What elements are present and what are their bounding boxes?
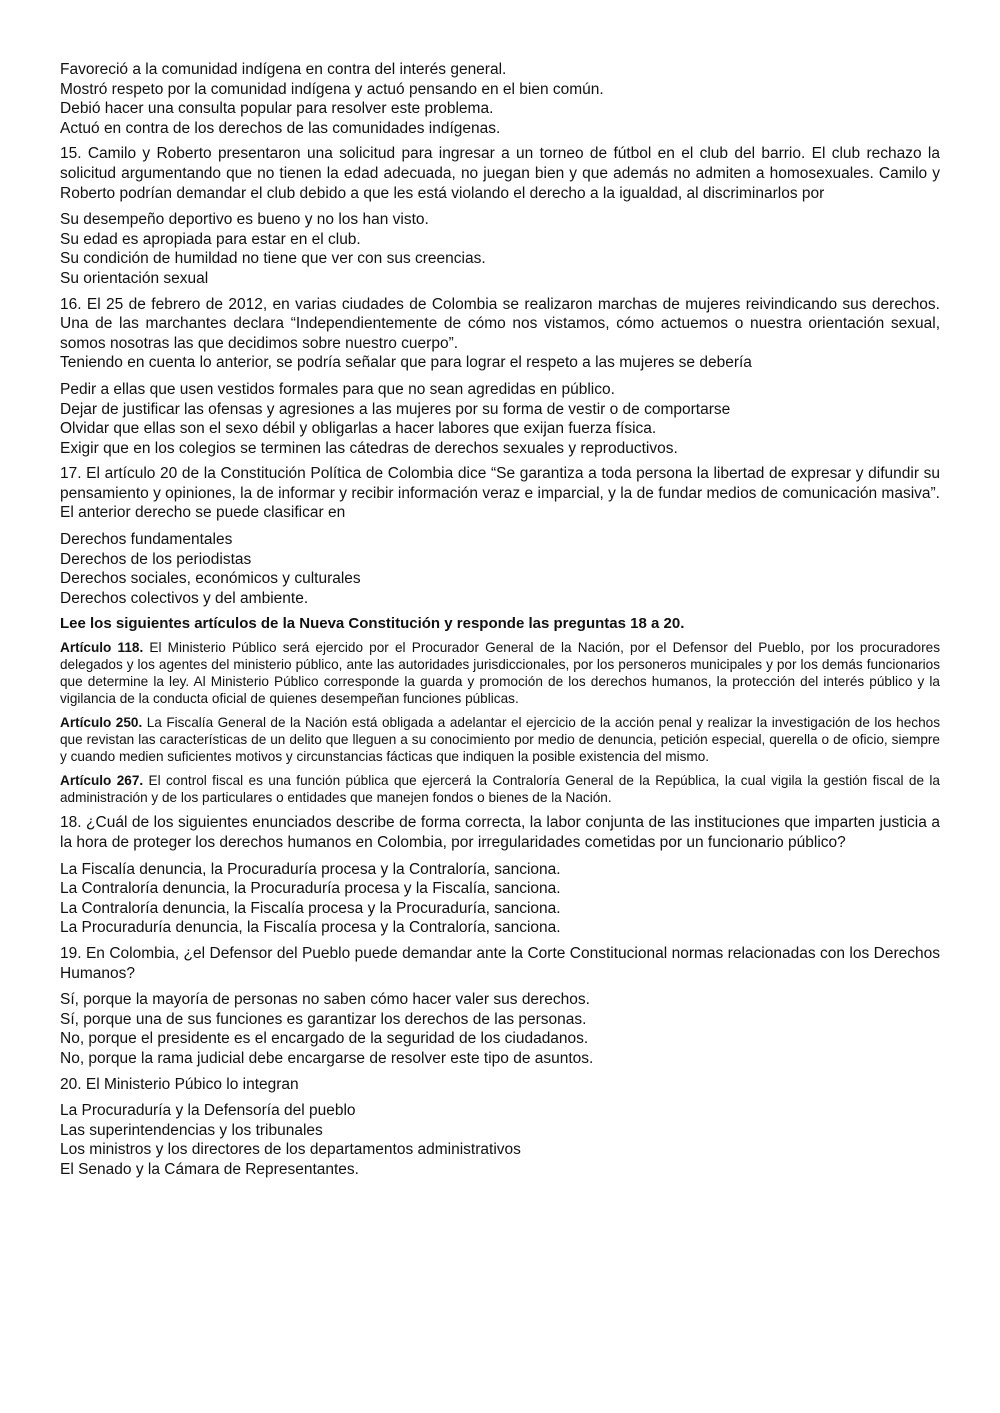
q17-option-c: Derechos sociales, económicos y culturales — [60, 570, 361, 588]
q17-question: 17. El artículo 20 de la Constitución Política de Colombia dice “Se garantiza a toda persona la libertad de expresar y difundir su pensamiento y opiniones, la de informar y recibir información veraz e imparcial, y la de fundar medios de comunicación masiva”. El anterior derecho se puede clasificar en — [60, 465, 940, 522]
article-267-label: Artículo 267. — [60, 773, 144, 789]
q14-option-b: Mostró respeto por la comunidad indígena y actuó pensando en el bien común. — [60, 80, 604, 98]
q20-question: 20. El Ministerio Púbico lo integran — [60, 1075, 299, 1093]
q20-option-a: La Procuraduría y la Defensoría del pueblo — [60, 1102, 356, 1120]
article-250 — [60, 714, 940, 765]
article-250-label: Artículo 250. — [60, 715, 143, 731]
q18-option-c: La Contraloría denuncia, la Fiscalía procesa y la Procuraduría, sanciona. — [60, 899, 561, 917]
article-118-text: El Ministerio Público será ejercido por el Procurador General de la Nación, por el Defensor del Pueblo, por los procuradores delegados y los agentes del ministerio público, ante las autoridades jurisdiccionales, por los personeros municipales y por los demás funcionarios que determine la ley. Al Ministerio Público corresponde la guarda y promoción de los derechos humanos, la protección del interés público y la vigilancia de la conducta oficial de quienes desempeñan funciones públicas. — [60, 640, 940, 707]
q15-option-a: Su desempeño deportivo es bueno y no los han visto. — [60, 211, 429, 229]
q14-option-c: Debió hacer una consulta popular para resolver este problema. — [60, 100, 494, 118]
q16-option-c: Olvidar que ellas son el sexo débil y obligarlas a hacer labores que exijan fuerza física. — [60, 420, 657, 438]
q17-option-a: Derechos fundamentales — [60, 531, 233, 549]
article-267-text: El control fiscal es una función pública que ejercerá la Contraloría General de la República, la cual vigila la gestión fiscal de la administración y de los particulares o entidades que manejen fondos o bienes de la Nación. — [60, 773, 940, 806]
q20-option-d: El Senado y la Cámara de Representantes. — [60, 1160, 359, 1178]
document-page — [60, 60, 940, 1186]
article-118-label: Artículo 118. — [60, 640, 144, 656]
q15-options — [60, 210, 940, 288]
q19-option-c: No, porque el presidente es el encargado de la seguridad de los ciudadanos. — [60, 1030, 589, 1048]
q17-options — [60, 530, 940, 608]
q18-option-d: La Procuraduría denuncia, la Fiscalía procesa y la Contraloría, sanciona. — [60, 919, 561, 937]
q16-question-prompt: Teniendo en cuenta lo anterior, se podría señalar que para lograr el respeto a las mujeres se debería — [60, 354, 752, 372]
q16-question — [60, 295, 940, 373]
q14-option-d: Actuó en contra de los derechos de las comunidades indígenas. — [60, 119, 501, 137]
q18-options — [60, 860, 940, 938]
q19-question: 19. En Colombia, ¿el Defensor del Pueblo puede demandar ante la Corte Constitucional normas relacionadas con los Derechos Humanos? — [60, 945, 940, 982]
q16-option-b: Dejar de justificar las ofensas y agresiones a las mujeres por su forma de vestir o de comportarse — [60, 400, 731, 418]
q16-question-text: 16. El 25 de febrero de 2012, en varias ciudades de Colombia se realizaron marchas de mujeres reivindicando sus derechos. Una de las marchantes declara “Independientemente de cómo nos vistamos, cómo actuemos o nuestra orientación sexual, somos nosotras las que decidimos sobre nuestro cuerpo”. — [60, 295, 940, 352]
q17-option-d: Derechos colectivos y del ambiente. — [60, 589, 309, 607]
q16-option-a: Pedir a ellas que usen vestidos formales para que no sean agredidas en público. — [60, 380, 615, 398]
q18-option-a: La Fiscalía denuncia, la Procuraduría procesa y la Contraloría, sanciona. — [60, 860, 561, 878]
q17-option-b: Derechos de los periodistas — [60, 550, 252, 568]
q14-option-a: Favoreció a la comunidad indígena en contra del interés general. — [60, 61, 507, 78]
q20-option-c: Los ministros y los directores de los departamentos administrativos — [60, 1141, 521, 1159]
q19-option-b: Sí, porque una de sus funciones es garantizar los derechos de las personas. — [60, 1010, 587, 1028]
q16-options — [60, 380, 940, 458]
q15-option-c: Su condición de humildad no tiene que ver con sus creencias. — [60, 250, 486, 268]
q15-option-b: Su edad es apropiada para estar en el club. — [60, 230, 361, 248]
q19-option-d: No, porque la rama judicial debe encargarse de resolver este tipo de asuntos. — [60, 1049, 594, 1067]
q20-options — [60, 1101, 940, 1179]
q14-options — [60, 60, 940, 138]
article-118 — [60, 639, 940, 707]
q19-option-a: Sí, porque la mayoría de personas no saben cómo hacer valer sus derechos. — [60, 991, 590, 1009]
q18-option-b: La Contraloría denuncia, la Procuraduría procesa y la Fiscalía, sanciona. — [60, 880, 561, 898]
section-heading: Lee los siguientes artículos de la Nueva Constitución y responde las preguntas 18 a 20. — [60, 615, 685, 633]
q16-option-d: Exigir que en los colegios se terminen las cátedras de derechos sexuales y reproductivos. — [60, 439, 678, 457]
q15-option-d: Su orientación sexual — [60, 269, 209, 287]
article-250-text: La Fiscalía General de la Nación está obligada a adelantar el ejercicio de la acción penal y realizar la investigación de los hechos que revistan las características de un delito que lleguen a su conocimiento por medio de denuncia, petición especial, querella o de oficio, siempre y cuando medien suficientes motivos y circunstancias fácticas que indiquen la posible existencia del mismo. — [60, 715, 941, 765]
q15-question: 15. Camilo y Roberto presentaron una solicitud para ingresar a un torneo de fútbol en el club del barrio. El club rechazo la solicitud argumentando que no tienen la edad adecuada, no juegan bien y que además no admiten a homosexuales. Camilo y Roberto podrían demandar el club debido a que les está violando el derecho a la igualdad, al discriminarlos por — [60, 145, 940, 202]
q20-option-b: Las superintendencias y los tribunales — [60, 1121, 323, 1139]
q19-options — [60, 990, 940, 1068]
article-267 — [60, 772, 940, 806]
q18-question: 18. ¿Cuál de los siguientes enunciados describe de forma correcta, la labor conjunta de las instituciones que imparten justicia a la hora de proteger los derechos humanos en Colombia, por irregularidades cometidas por un funcionario público? — [60, 814, 940, 852]
